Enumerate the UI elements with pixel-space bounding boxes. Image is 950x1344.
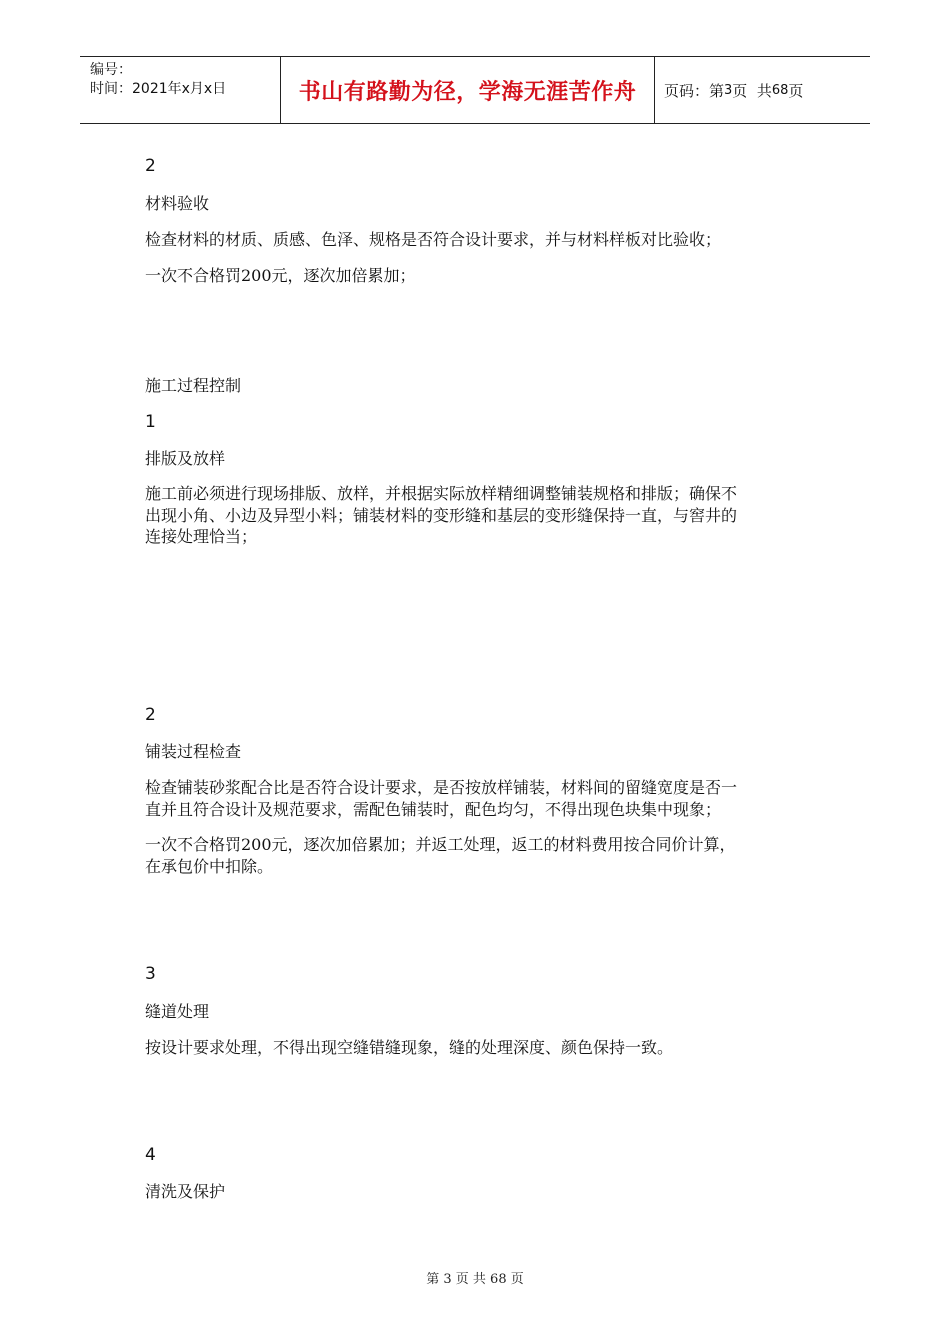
header-meta: [80, 57, 281, 123]
page-number: 3: [724, 82, 733, 98]
item-title: 材料验收: [145, 194, 210, 213]
page-prefix: 页码：第: [664, 81, 725, 100]
header-page-info: [655, 57, 870, 123]
paragraph-line: 一次不合格罚200元，逐次加倍累加；并返工处理，返工的材料费用按合同价计算，: [145, 835, 736, 854]
item-number: 4: [145, 1145, 156, 1165]
item-number: 1: [145, 412, 156, 432]
paragraph: 一次不合格罚200元，逐次加倍累加；: [145, 266, 416, 285]
time-label: 时间：2021年x月x日: [90, 81, 227, 97]
paragraph: 按设计要求处理，不得出现空缝错缝现象，缝的处理深度、颜色保持一致。: [145, 1038, 674, 1057]
header-motto: 书山有路勤为径，学海无涯苦作舟: [281, 57, 655, 123]
code-label: 编号：: [90, 62, 132, 78]
page-footer: 第 3 页 共 68 页: [426, 1272, 524, 1287]
item-number: 3: [145, 964, 156, 984]
page-suffix: 页: [788, 81, 804, 100]
paragraph-line: 检查铺装砂浆配合比是否符合设计要求，是否按放样铺装，材料间的留缝宽度是否一: [145, 778, 738, 797]
paragraph: 检查材料的材质、质感、色泽、规格是否符合设计要求，并与材料样板对比验收；: [145, 230, 722, 249]
item-number: 2: [145, 705, 156, 725]
page-mid: 页 共: [732, 81, 772, 100]
page-header: [80, 56, 870, 124]
item-title: 铺装过程检查: [145, 742, 242, 761]
paragraph-line: 施工前必须进行现场排版、放样，并根据实际放样精细调整铺装规格和排版；确保不: [145, 484, 738, 503]
section-title: 施工过程控制: [145, 376, 242, 395]
paragraph-line: 出现小角、小边及异型小料；铺装材料的变形缝和基层的变形缝保持一直，与窖井的: [145, 506, 738, 525]
paragraph-line: 在承包价中扣除。: [145, 857, 274, 876]
item-title: 缝道处理: [145, 1002, 210, 1021]
item-title: 清洗及保护: [145, 1182, 226, 1201]
item-title: 排版及放样: [145, 449, 226, 468]
paragraph-line: 直并且符合设计及规范要求，需配色铺装时，配色均匀，不得出现色块集中现象；: [145, 800, 722, 819]
page-total: 68: [771, 82, 789, 98]
paragraph-line: 连接处理恰当；: [145, 527, 258, 546]
item-number: 2: [145, 156, 156, 176]
